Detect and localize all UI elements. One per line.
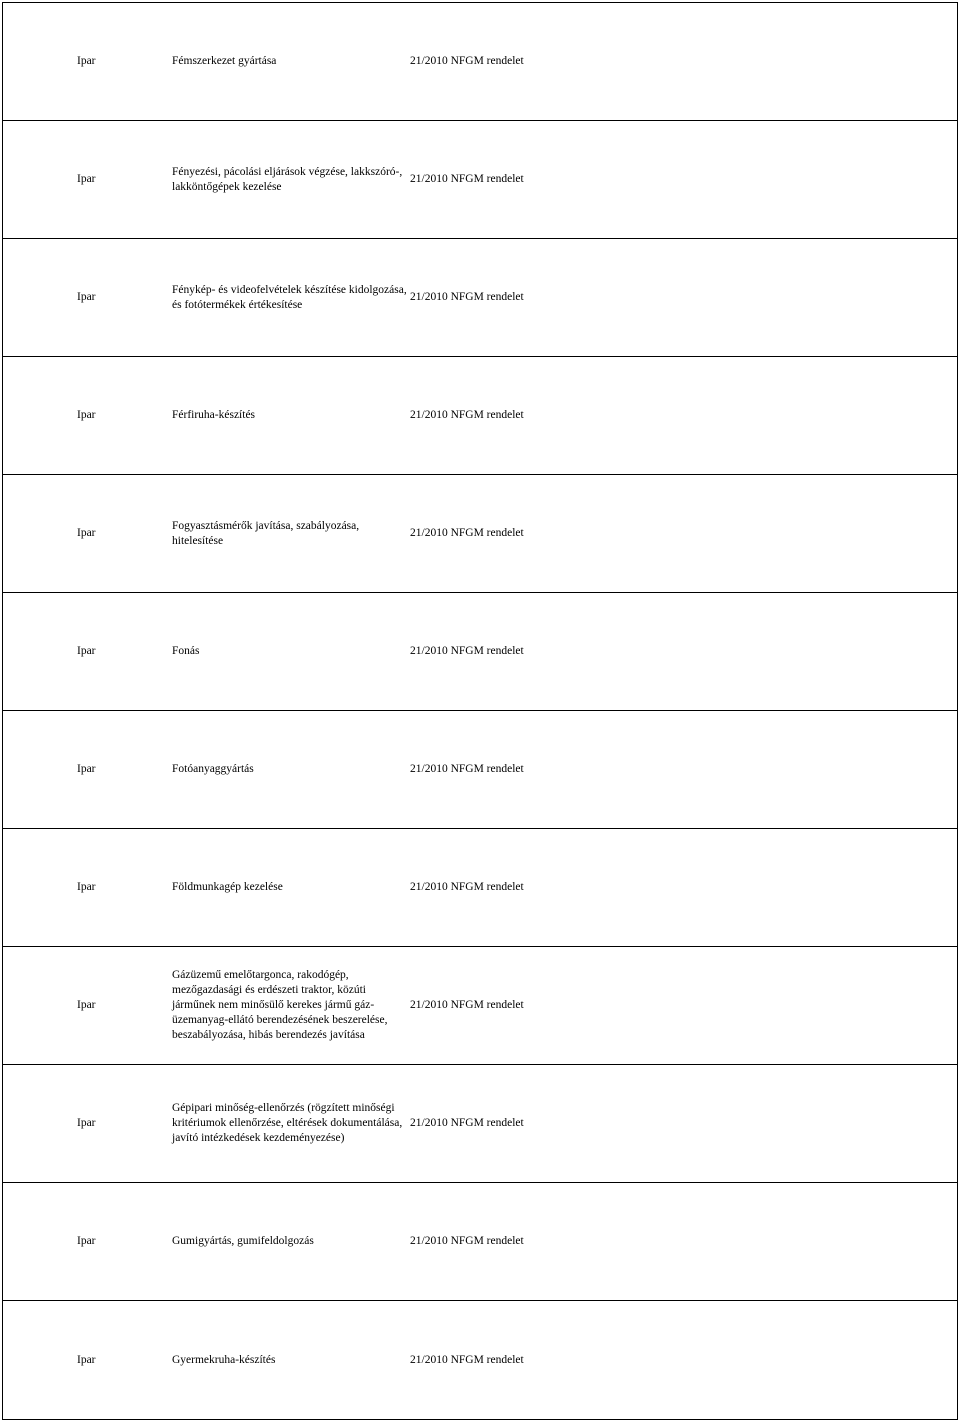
sector-cell: Ipar: [77, 999, 96, 1011]
sector-cell: Ipar: [77, 1235, 96, 1247]
sector-cell: Ipar: [77, 881, 96, 893]
table-row: [3, 357, 957, 475]
activity-cell: Fonás: [172, 645, 200, 657]
regulation-cell: 21/2010 NFGM rendelet: [410, 1117, 524, 1129]
table-row: [3, 1183, 957, 1301]
regulation-cell: 21/2010 NFGM rendelet: [410, 1235, 524, 1247]
activity-cell: Földmunkagép kezelése: [172, 881, 283, 893]
sector-cell: Ipar: [77, 527, 96, 539]
table-row: [3, 947, 957, 1065]
activity-cell: Fotóanyaggyártás: [172, 763, 254, 775]
sector-cell: Ipar: [77, 55, 96, 67]
table-row: [3, 121, 957, 239]
regulation-cell: 21/2010 NFGM rendelet: [410, 291, 524, 303]
activity-cell: Gépipari minőség-ellenőrzés (rögzített minőségi kritériumok ellenőrzése, eltérések dokumentálása, javító intézkedések kezdeményezése): [172, 1102, 403, 1144]
sector-cell: Ipar: [77, 409, 96, 421]
regulation-cell: 21/2010 NFGM rendelet: [410, 645, 524, 657]
activity-cell: Fémszerkezet gyártása: [172, 55, 277, 67]
table-row: [3, 3, 957, 121]
sector-cell: Ipar: [77, 291, 96, 303]
activity-cell: Férfiruha-készítés: [172, 409, 256, 421]
table-row: [3, 239, 957, 357]
table-row: [3, 711, 957, 829]
activity-cell: Fényezési, pácolási eljárások végzése, lakkszóró-, lakköntőgépek kezelése: [172, 165, 403, 193]
sector-cell: Ipar: [77, 763, 96, 775]
regulation-cell: 21/2010 NFGM rendelet: [410, 527, 524, 539]
table-row: [3, 829, 957, 947]
regulation-cell: 21/2010 NFGM rendelet: [410, 999, 524, 1011]
table-row: [3, 1301, 957, 1420]
regulation-cell: 21/2010 NFGM rendelet: [410, 763, 524, 775]
sector-cell: Ipar: [77, 1353, 96, 1366]
activity-cell: Gumigyártás, gumifeldolgozás: [172, 1235, 314, 1247]
regulation-cell: 21/2010 NFGM rendelet: [410, 55, 524, 67]
activity-table: [2, 2, 958, 1420]
activity-cell: Fénykép- és videofelvételek készítése kidolgozása, és fotótermékek értékesítése: [172, 283, 407, 311]
regulation-cell: 21/2010 NFGM rendelet: [410, 1353, 524, 1366]
table-row: [3, 475, 957, 593]
sector-cell: Ipar: [77, 645, 96, 657]
activity-cell: Gyermekruha-készítés: [172, 1353, 276, 1366]
sector-cell: Ipar: [77, 1117, 96, 1129]
table-row: [3, 1065, 957, 1183]
activity-cell: Gázüzemű emelőtargonca, rakodógép, mezőgazdasági és erdészeti traktor, közúti járműnek nem minősülő kerekes jármű gáz-üzemanyag-ellátó berendezésének beszerelése, beszabályozása, hibás berendezés javítása: [172, 969, 388, 1041]
regulation-cell: 21/2010 NFGM rendelet: [410, 881, 524, 893]
regulation-cell: 21/2010 NFGM rendelet: [410, 173, 524, 185]
activity-cell: Fogyasztásmérők javítása, szabályozása, hitelesítése: [172, 519, 360, 547]
table-row: [3, 593, 957, 711]
sector-cell: Ipar: [77, 173, 96, 185]
regulation-cell: 21/2010 NFGM rendelet: [410, 409, 524, 421]
